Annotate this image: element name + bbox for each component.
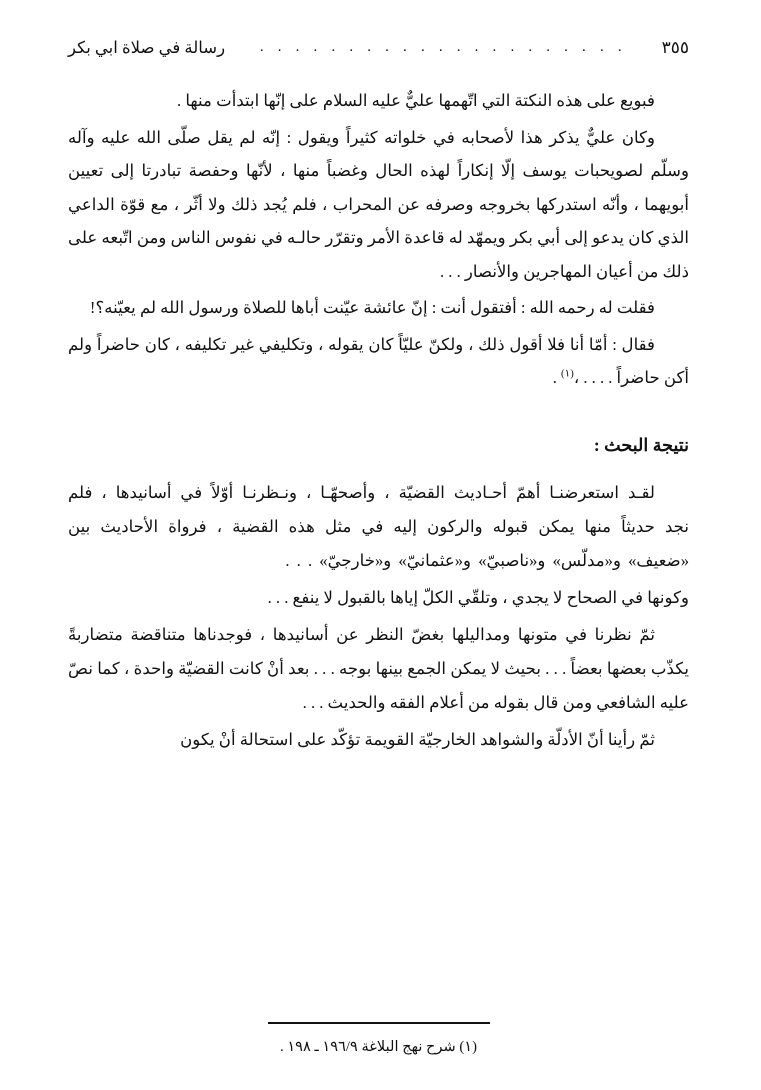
paragraph: وكان عليٌّ يذكر هذا لأصحابه في خلواته كثيراً ويقول : إنّه لم يقل صلّى الله عليه وآله وسلّم لصويحبات يوسف إلّا إنكاراً لهذه الحال وغضباً منها ، لأنّها وحفصة تبادرتا إلى تعيين أبويهما ، وأنّه استدركها بخروجه وصرفه عن المحراب ، فلم يُجد ذلك ولا أثّر ، مع قوّة الداعي الذي كان يدعو إلى أبي بكر ويمهّد له قاعدة الأمر وتقرّر حالـه في نفوس الناس ومن اتّبعه على ذلك من أعيان المهاجرين والأنصار . . . bbox=[68, 127, 689, 281]
page-header bbox=[68, 38, 689, 58]
paragraph: ثمّ رأينا أنّ الأدلّة والشواهد الخارجيّة القويمة تؤكّد على استحالة أنْ يكون bbox=[180, 729, 655, 749]
section-heading: نتيجة البحث : bbox=[593, 434, 689, 455]
section-spacer bbox=[68, 395, 689, 435]
paragraph: فقال : أمّا أنا فلا أقول ذلك ، ولكنّ عليّاً كان يقوله ، وتكليفي غير تكليفه ، كان حاضراً ولم أكن حاضراً . . . . ،$^{(١)}$ . bbox=[68, 334, 689, 388]
page-number: ٣٥٥ bbox=[661, 38, 689, 57]
footnote-separator bbox=[268, 1022, 490, 1025]
footnote-marker: (١) bbox=[561, 368, 574, 380]
paragraph: فقلت له رحمه الله : أفتقول أنت : إنّ عائشة عيّنت أباها للصلاة ورسول الله لم يعيّنه؟! bbox=[89, 298, 655, 318]
paragraph-text: فقال : أمّا أنا فلا أقول ذلك ، ولكنّ عليّاً كان يقوله ، وتكليفي غير تكليفه ، كان حاضراً ولم أكن حاضراً . . . . ، bbox=[68, 334, 689, 388]
paragraph: فبويع على هذه النكتة التي اتّهمها عليٌّ عليه السلام على إنّها ابتدأت منها . bbox=[177, 91, 655, 110]
section-body-text bbox=[68, 476, 689, 757]
footnote-area bbox=[68, 1022, 689, 1057]
paragraph: ثمّ نظرنا في متونها ومداليلها بغضّ النظر عن أسانيدها ، فوجدناها متناقضة متضاربةً يكذّب بعضها بعضاً . . . بحيث لا يمكن الجمع بينها بوجه . . . بعد أنْ كانت القضيّة واحدة ، كما نصّ عليه الشافعي ومن قال بقوله من أعلام الفقه والحديث . . . bbox=[68, 624, 689, 712]
header-dot-leader: . . . . . . . . . . . . . . . . . . . . . bbox=[259, 39, 627, 55]
paragraph: لقـد استعرضنـا أهمّ أحـاديث القضيّة ، وأصحهّـا ، ونـظرنـا أوّلاً في أسانيدها ، فلم نجد حديثاً منها يمكن قبوله والركون إليه في مثل هذه القضية ، فرواة الأحاديث بين «ضعيف» و«مدلّس» و«ناصبيّ» و«عثمانيّ» و«خارجيّ» . . . bbox=[68, 482, 689, 570]
heading-spacer bbox=[68, 458, 689, 476]
footnote-text: (١) شرح نهج البلاغة ١٩٦/٩ ـ ١٩٨ . bbox=[280, 1039, 477, 1055]
paragraph: وكونها في الصحاح لا يجدي ، وتلقّي الكلّ إياها بالقبول لا ينفع . . . bbox=[267, 587, 689, 607]
running-title: رسالة في صلاة ابي بكر bbox=[68, 38, 226, 57]
body-text bbox=[68, 84, 689, 395]
